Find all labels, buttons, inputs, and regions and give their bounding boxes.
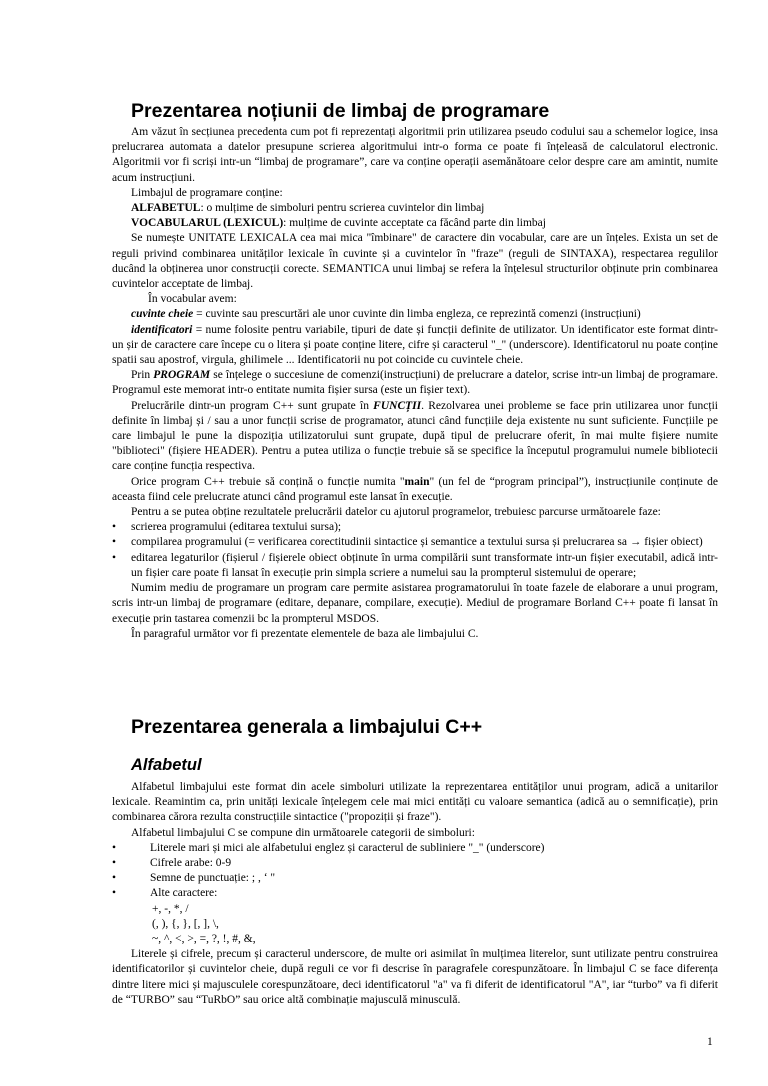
step-text: compilarea programului (= verificarea corectitudinii sintactice și semantice a textului sursa și prelucrarea sa → fișier obiect) [131,536,703,549]
other-chars-line: ~, ^, <, >, =, ?, !, #, &, [152,933,256,946]
functions-pre: Prelucrările dintr-un program C++ sunt grupate în [131,399,374,412]
subsection-title-alfabet: Alfabetul [131,756,202,774]
next-paragraph: În paragraful următor vor fi prezentate elementele de baza ale limbajului C. [131,627,479,640]
category-text: Literele mari și mici ale alfabetului englez și caracterul de subliniere "_" (underscore) [150,841,545,854]
identifiers-paragraph [112,323,718,369]
section-title-programming-language: Prezentarea noțiunii de limbaj de programare [131,100,550,122]
program-pre: Prin [131,369,154,382]
mediu-paragraph: Numim mediu de programare un program care permite asistarea programatorului în toate fazele de elaborare a unui program, scris intr-un limbaj de programare (editare, depanare, compilare, execuție). Mediul de programare Borland C++ poate fi lansat în execuție prin tastarea comenzii bc la prompterul MSDOS. [112,582,718,625]
contains-line: Limbajul de programare conține: [131,186,283,199]
program-term: PROGRAM [153,369,211,382]
step-item [112,520,718,535]
other-chars-line: +, -, *, / [152,902,189,915]
vocab-term: VOCABULARUL (LEXICUL) [131,217,284,230]
category-item [112,856,718,871]
program-post: se înțelege o succesiune de comenzi(instrucțiuni) de prelucrare a datelor, scrise intr-un limbaj de programare. Programul este memorat intr-o entitate numita fișier sursa (este un fișier text). [112,369,718,397]
alfabet-def: : o mulțime de simboluri pentru scrierea cuvintelor din limbaj [200,202,485,215]
step-item [112,551,718,581]
unitate-paragraph: Se numește UNITATE LEXICALA cea mai mica "îmbinare" de caractere din vocabular, care are un înțeles. Exista un set de reguli privind combinarea unităților lexicale în cuvinte și a cuvintelor în "fraze" (reguli de SINTAXA), respectarea regulilor ducând la obținerea unor construcții corecte. SEMANTICA unui limbaj se refera la înțelesul structurilor obținute prin combinarea cuvintelor acceptate de limbaj. [112,232,718,291]
section2-body [112,780,718,1008]
alfabet-term: ALFABETUL [131,202,201,215]
vocab-have-line: În vocabular avem: [148,293,237,306]
page-number: 1 [707,1036,713,1048]
section-title-cpp-overview: Prezentarea generala a limbajului C++ [131,716,483,738]
main-paragraph [112,475,718,505]
keywords-def: = cuvinte sau prescurtări ale unor cuvinte din limba engleza, ce reprezintă comenzi (instrucțiuni) [193,308,641,321]
category-item [112,871,718,886]
identifiers-term: identificatori [131,323,193,336]
main-pre: Orice program C++ trebuie să conțină o funcție numita " [131,475,405,488]
bullet-icon: • [112,841,117,854]
alphabet-paragraph-3: Literele și cifrele, precum și caracterul underscore, de multe ori asimilat în mulțimea literelor, sunt utilizate pentru construirea identificatorilor și cuvintelor cheie, după reguli ce vor fi descrise în paragrafele corespunzătoare. În limbajul C se face diferența dintre litere mici și majusculele corespunzătoare, deci identificatorul "a" va fi diferit de identificatorul "A", iar “turbo” va fi diferit de “TURBO” sau “TuRbO” sau orice altă combinație majusculă minusculă. [112,948,718,1006]
step-item [112,535,718,550]
category-text: Cifrele arabe: 0-9 [150,857,232,870]
step-text: scrierea programului (editarea textului sursa); [131,521,342,534]
alfabet-line [112,201,718,216]
vocab-line [112,216,718,231]
alphabet-paragraph-1: Alfabetul limbajului este format din acele simboluri utilizate la reprezentarea entităților unui program, adică a unitarilor lexicale. Reamintim ca, prin unități lexicale înțelegem cele mai mici entități cu valoare semantica (adică au o semnificație), prin combinarea cărora rezulta construcțiile sintactice ("propoziții și fraze"). [112,781,718,824]
identifiers-def: = nume folosite pentru variabile, tipuri de date și funcții definite de utilizator. Un identificator este format dintr-un șir de caractere care începe cu o litera și poate conține litere, cifre și caracterul "_" (underscore). Identificatorul nu poate conține spatii sau apostrof, virgula, ghilimele ... Identificatorii nu pot coincide cu cuvintele cheie. [112,323,718,367]
functions-paragraph [112,399,718,475]
step-text: editarea legaturilor (fișierul / fișierele obiect obținute în urma compilării sunt transformate intr-un fișier executabil, adică intr-un fișier care poate fi lansat în execuție prin simpla scriere a numelui sau la prompterul sistemului de operare; [131,551,718,579]
main-term: main [404,475,430,488]
intro-paragraph: Am văzut în secțiunea precedenta cum pot fi reprezentați algoritmii prin utilizarea pseudo codului sau a schemelor logice, insa prelucrarea automata a datelor presupune scrierea algoritmului intr-o forma ce poate fi înțeleasă de calculatorul electronic. Algoritmii vor fi scriși intr-un “limbaj de programare”, care va conține operații asemănătoare celor despre care am amintit, numite acum instrucțiuni. [112,126,718,184]
functions-term: FUNCȚII [373,399,422,412]
section1-body [112,125,718,642]
steps-intro: Pentru a se putea obține rezultatele prelucrării datelor cu ajutorul programelor, trebuiesc parcurse următoarele faze: [131,506,661,519]
keywords-line [112,307,718,322]
bullet-icon: • [112,887,117,900]
category-item [112,886,718,901]
main-post: " (un fel de “program principal”), instrucțiunile conținute de aceasta fiind cele prelucrate atunci când programul este lansat în execuție. [112,475,718,503]
program-paragraph [112,368,718,398]
other-chars-line: (, ), {, }, [, ], \, [152,917,219,930]
functions-post: . Rezolvarea unei probleme se face prin utilizarea unor funcții definite în limbaj și / sau a unor funcții scrise de programator, atunci când funcțiile deja existente nu sunt suficiente. Funcțiile pe care limbajul le pune la dispoziția utilizatorului sunt grupate, după tipul de prelucrare oferit, în mai multe fișiere numite "biblioteci" (fișiere HEADER). Pentru a putea utiliza o funcție trebuie să se specifice la începutul programului numele bibliotecii care conține funcția respectiva. [112,399,718,473]
bullet-icon: • [112,536,117,549]
vocab-def: : mulțime de cuvinte acceptate ca făcând parte din limbaj [283,217,546,230]
bullet-icon: • [112,521,117,534]
category-text: Semne de punctuație: ; , ‘ " [150,872,276,885]
category-item [112,841,718,856]
keywords-term: cuvinte cheie [131,308,194,321]
category-text: Alte caractere: [150,887,218,900]
bullet-icon: • [112,872,117,885]
alphabet-paragraph-2: Alfabetul limbajului C se compune din următoarele categorii de simboluri: [131,826,475,839]
bullet-icon: • [112,551,117,564]
bullet-icon: • [112,857,117,870]
